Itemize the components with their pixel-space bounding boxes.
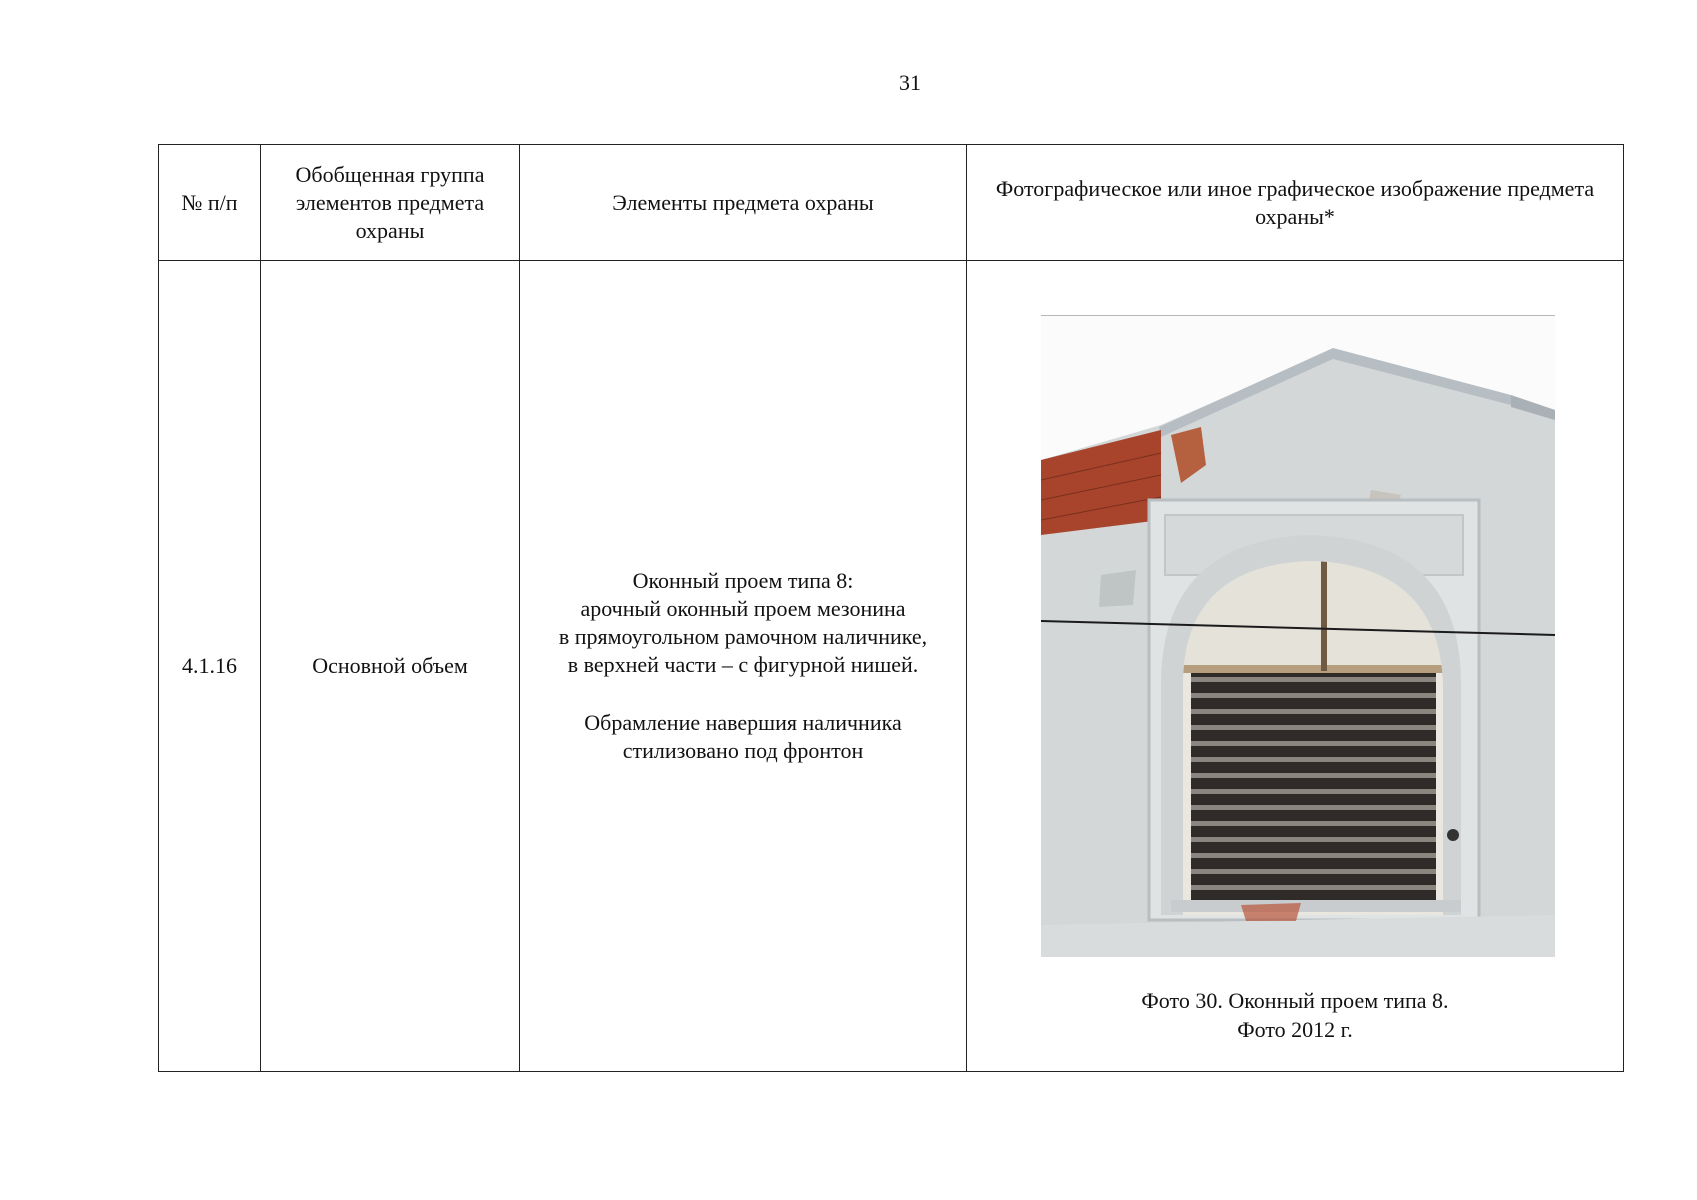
header-group: Обобщенная группа элементов предмета охраны [261, 145, 520, 261]
window-photo [1041, 315, 1555, 957]
row-image-cell [967, 261, 1624, 1072]
description-line: арочный оконный проем мезонина [580, 596, 906, 621]
description-line: Обрамление навершия наличника [584, 710, 902, 735]
table-row [159, 261, 1624, 1072]
row-number: 4.1.16 [159, 261, 261, 1072]
header-num: № п/п [159, 145, 261, 261]
table-header-row [159, 145, 1624, 261]
description-line: стилизовано под фронтон [622, 738, 864, 763]
protection-elements-table [158, 144, 1624, 1072]
row-elements-description [520, 261, 967, 1072]
description-line: в прямоугольном рамочном наличнике, [558, 624, 928, 649]
header-image: Фотографическое или иное графическое изображение предмета охраны* [967, 145, 1624, 261]
caption-line: Фото 30. Оконный проем типа 8. [1141, 988, 1449, 1013]
page-number: 31 [899, 70, 921, 95]
row-group: Основной объем [261, 261, 520, 1072]
header-elements: Элементы предмета охраны [520, 145, 967, 261]
photo-caption [967, 986, 1623, 1044]
caption-line: Фото 2012 г. [1237, 1017, 1353, 1042]
description-line: Оконный проем типа 8: [632, 568, 854, 593]
description-line: в верхней части – с фигурной нишей. [567, 652, 919, 677]
